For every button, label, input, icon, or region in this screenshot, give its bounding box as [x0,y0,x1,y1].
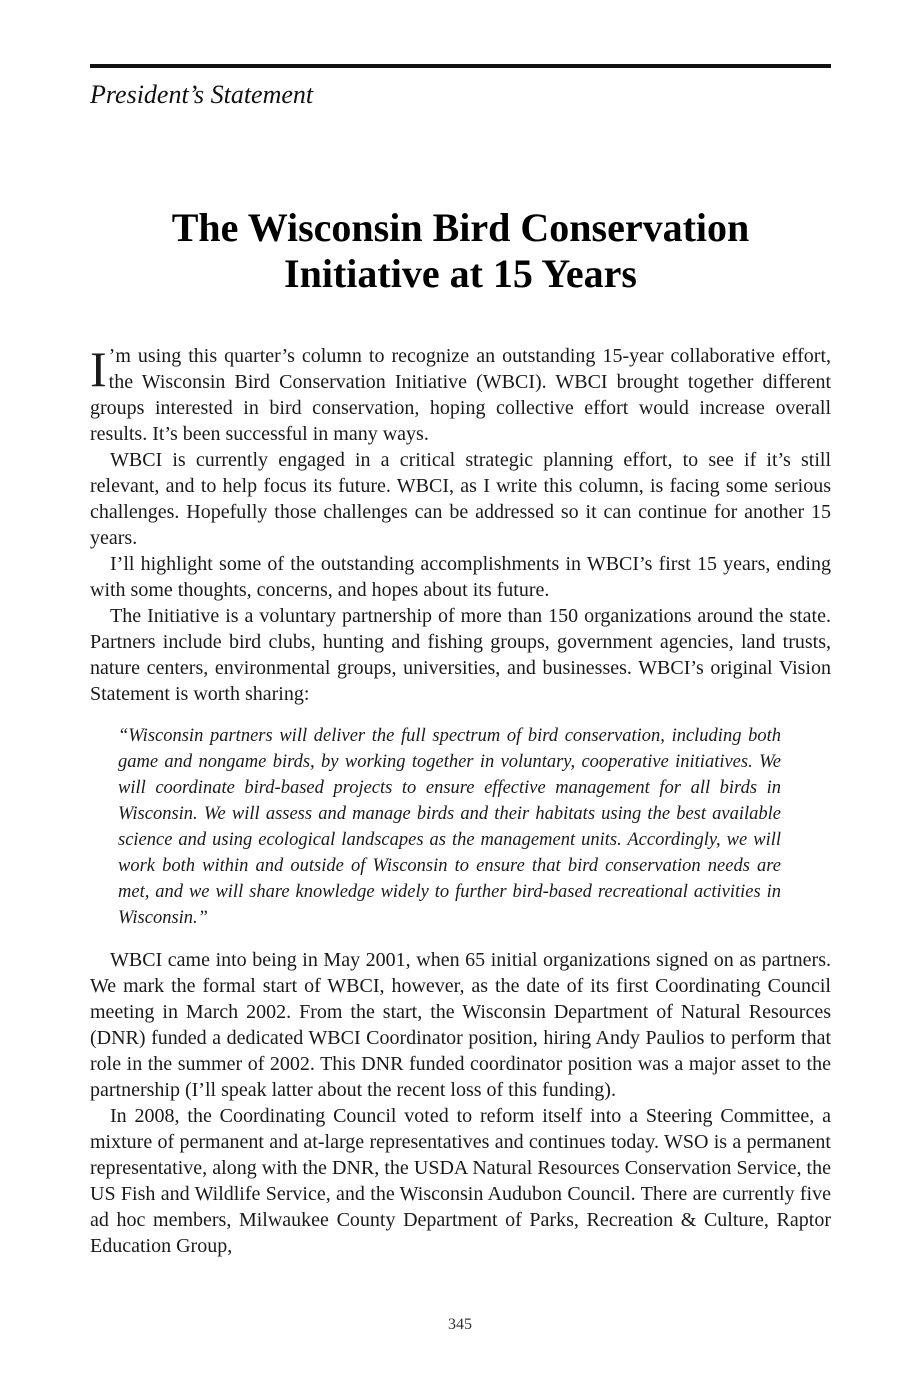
section-label: President’s Statement [90,80,314,109]
paragraph-2: WBCI is currently engaged in a critical strategic planning effort, to see if it’s still relevant, and to help focus its future. WBCI, as I write this column, is facing some serious challenges. Hopefully those challenges can be addressed so it can continue for another 15 years. [90,449,831,549]
page-number: 345 [448,1316,472,1333]
paragraph-3: I’ll highlight some of the outstanding accomplishments in WBCI’s first 15 years, ending with some thoughts, concerns, and hopes about its future. [90,553,831,601]
paragraph-5: WBCI came into being in May 2001, when 65 initial organizations signed on as partners. We mark the formal start of WBCI, however, as the date of its first Coordinating Council meeting in March 2002. From the start, the Wisconsin Department of Natural Resources (DNR) funded a dedicated WBCI Coordinator position, hiring Andy Paulios to perform that role in the summer of 2002. This DNR funded coordinator position was a major asset to the partnership (I’ll speak latter about the recent loss of this funding). [90,949,831,1101]
article-body [90,343,831,1259]
paragraph-1: I ’m using this quarter’s column to recognize an outstanding 15-year collaborative effort, the Wisconsin Bird Conservation Initiative (WBCI). WBCI brought together different groups interested in bird conservation, hoping collective effort would increase overall results. It’s been successful in many ways. [90,341,831,445]
drop-cap: I [90,341,107,397]
title-line-1: The Wisconsin Bird Conservation [171,205,750,250]
vision-statement-quote [118,723,781,931]
paragraph-4: The Initiative is a voluntary partnership of more than 150 organizations around the state. Partners include bird clubs, hunting and fishing groups, government agencies, land trusts, nature centers, environmental groups, universities, and businesses. WBCI’s original Vision Statement is worth sharing: [90,605,831,705]
article-title [90,205,831,297]
title-line-2: Initiative at 15 Years [284,251,637,296]
header-rule [90,64,831,68]
paragraph-6: In 2008, the Coordinating Council voted to reform itself into a Steering Committee, a mixture of permanent and at-large representatives and continues today. WSO is a permanent representative, along with the DNR, the USDA Natural Resources Conservation Service, the US Fish and Wildlife Service, and the Wisconsin Audubon Council. There are currently five ad hoc members, Milwaukee County Department of Parks, Recreation & Culture, Raptor Education Group, [90,1105,831,1257]
quote-text: “Wisconsin partners will deliver the full spectrum of bird conservation, including both game and nongame birds, by working together in voluntary, cooperative initiatives. We will coordinate bird-based projects to ensure effective management for all birds in Wisconsin. We will assess and manage birds and their habitats using the best available science and using ecological landscapes as the management units. Accordingly, we will work both within and outside of Wisconsin to ensure that bird conservation needs are met, and we will share knowledge widely to further bird-based recreational activities in Wisconsin.” [118,726,781,928]
